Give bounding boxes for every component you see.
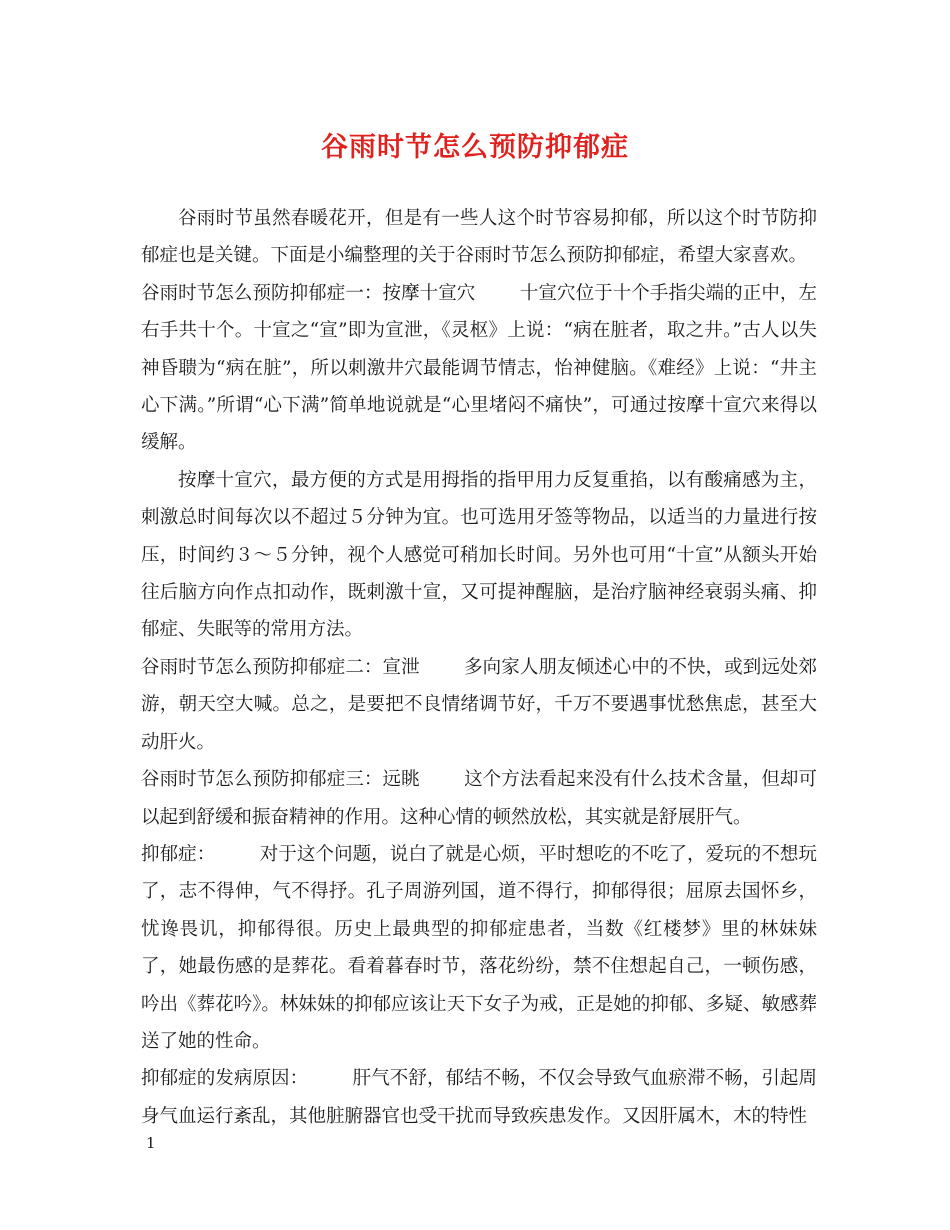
paragraph-causes xyxy=(141,1060,817,1135)
paragraph-method-2 xyxy=(141,649,817,761)
paragraph-text: 按摩十宣穴，最方便的方式是用拇指的指甲用力反复重掐，以有酸痛感为主，刺激总时间每次以不超过５分钟为宜。也可选用牙签等物品，以适当的力量进行按压，时间约３～５分钟，视个人感觉可稍加长时间。另外也可用“十宣”从额头开始往后脑方向作点扣动作，既刺激十宣，又可提神醒脑，是治疗脑神经衰弱头痛、抑郁症、失眠等的常用方法。 xyxy=(141,469,817,641)
paragraph-text: 这个方法看起来没有什么技术含量，但却可以起到舒缓和振奋精神的作用。这种心情的顿然放松，其实就是舒展肝气。 xyxy=(141,769,817,828)
paragraph-method-3 xyxy=(141,761,817,836)
section-heading: 抑郁症的发病原因： xyxy=(141,1068,309,1090)
paragraph-text: 谷雨时节虽然春暖花开，但是有一些人这个时节容易抑郁，所以这个时节防抑郁症也是关键。下面是小编整理的关于谷雨时节怎么预防抑郁症，希望大家喜欢。 xyxy=(141,208,817,267)
document-body xyxy=(141,200,817,1135)
page-number: 1 xyxy=(146,1134,156,1152)
paragraph-intro xyxy=(141,200,817,275)
section-heading: 谷雨时节怎么预防抑郁症二：宣泄 xyxy=(141,656,420,678)
paragraph-text: 对于这个问题，说白了就是心烦，平时想吃的不吃了，爱玩的不想玩了，志不得伸，气不得抒。孔子周游列国，道不得行，抑郁得很；屈原去国怀乡，忧谗畏讥，抑郁得很。历史上最典型的抑郁症患者，当数《红楼梦》里的林妹妹了，她最伤感的是葬花。看着暮春时节，落花纷纷，禁不住想起自己，一顿伤感，吟出《葬花吟》。林妹妹的抑郁应该让天下女子为戒，正是她的抑郁、多疑、敏感葬送了她的性命。 xyxy=(141,843,817,1052)
paragraph-method-1 xyxy=(141,275,817,462)
paragraph-text: 多向家人朋友倾述心中的不快，或到远处郊游，朝天空大喊。总之，是要把不良情绪调节好，千万不要遇事忧愁焦虑，甚至大动肝火。 xyxy=(141,656,817,753)
paragraph-depression xyxy=(141,836,817,1060)
paragraph-text: 十宣穴位于十个手指尖端的正中，左右手共十个。十宣之“宣”即为宣泄，《灵枢》上说：“病在脏者，取之井。”古人以失神昏聩为“病在脏”，所以刺激井穴最能调节情志，怡神健脑。《难经》上说：“井主心下满。”所谓“心下满”简单地说就是“心里堵闷不痛快”，可通过按摩十宣穴来得以缓解。 xyxy=(141,282,817,454)
paragraph-method-1-detail xyxy=(141,462,817,649)
paragraph-text: 肝气不舒，郁结不畅，不仅会导致气血瘀滞不畅，引起周身气血运行紊乱，其他脏腑器官也受干扰而导致疾患发作。又因肝属木，木的特性 xyxy=(141,1068,817,1127)
section-heading: 谷雨时节怎么预防抑郁症三：远眺 xyxy=(141,769,420,791)
section-heading: 谷雨时节怎么预防抑郁症一：按摩十宣穴 xyxy=(141,282,476,304)
section-heading: 抑郁症： xyxy=(141,843,216,865)
document-title: 谷雨时节怎么预防抑郁症 xyxy=(321,132,629,163)
